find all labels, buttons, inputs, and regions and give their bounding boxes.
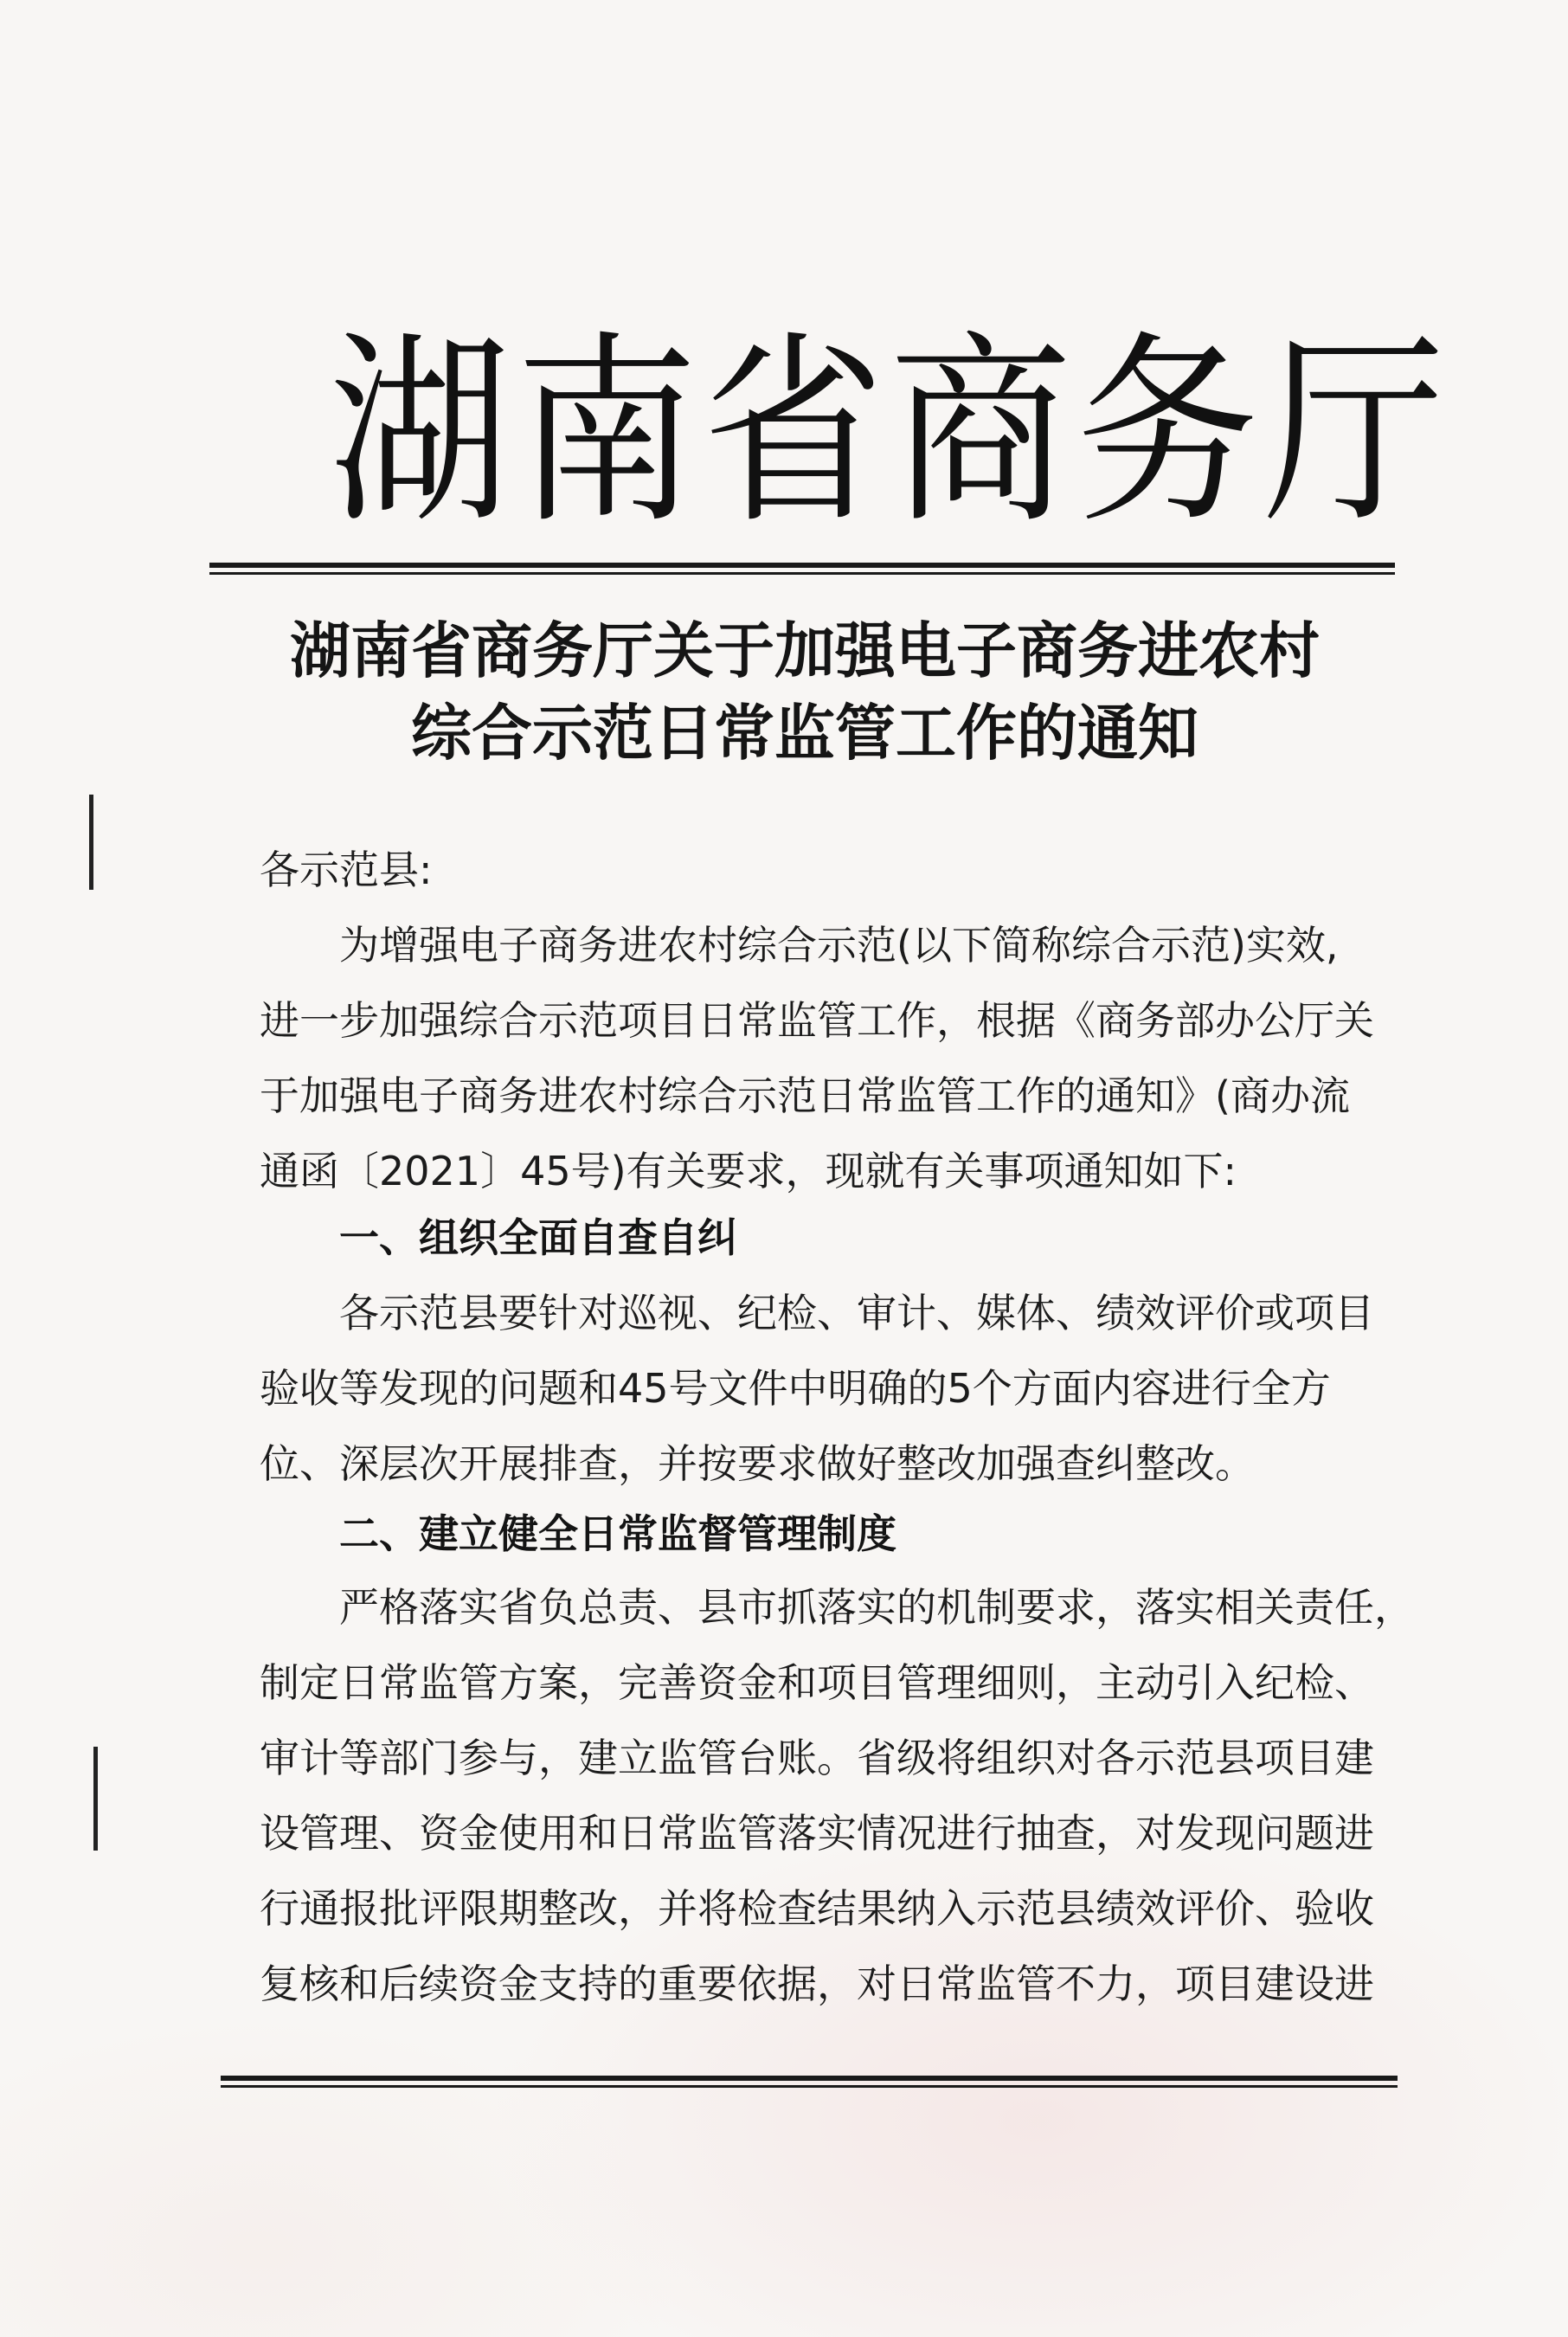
section-2-line-4: 设管理、资金使用和日常监管落实情况进行抽查，对发现问题进 [260,1810,1374,1857]
section-1-heading: 一、组织全面自查自纠 [339,1214,737,1261]
section-2-line-6: 复核和后续资金支持的重要依据，对日常监管不力，项目建设进 [260,1960,1374,2007]
footer-divider [221,2076,1398,2088]
section-1-line-1: 各示范县要针对巡视、纪检、审计、媒体、绩效评价或项目 [339,1290,1374,1336]
section-2-line-5: 行通报批评限期整改，并将检查结果纳入示范县绩效评价、验收 [260,1885,1374,1932]
section-2-line-1: 严格落实省负总责、县市抓落实的机制要求，落实相关责任， [339,1584,1414,1631]
intro-line-4: 通函〔2021〕45号)有关要求，现就有关事项通知如下: [260,1148,1237,1194]
intro-line-3: 于加强电子商务进农村综合示范日常监管工作的通知》(商办流 [260,1072,1350,1119]
section-1-line-2: 验收等发现的问题和45号文件中明确的5个方面内容进行全方 [260,1365,1331,1412]
binding-mark-bottom [93,1747,98,1851]
binding-mark-top [89,795,93,890]
salutation: 各示范县: [260,847,433,893]
section-2-line-3: 审计等部门参与，建立监管台账。省级将组织对各示范县项目建 [260,1735,1374,1781]
document-title-line-2: 综合示范日常监管工作的通知 [411,697,1198,769]
section-1-line-3: 位、深层次开展排查，并按要求做好整改加强查纠整改。 [260,1440,1255,1487]
header-divider [209,563,1395,575]
document-title-line-1: 湖南省商务厅关于加强电子商务进农村 [290,615,1320,686]
section-2-line-2: 制定日常监管方案，完善资金和项目管理细则，主动引入纪检、 [260,1659,1374,1706]
agency-name-header: 湖南省商务厅 [329,313,1451,551]
intro-line-1: 为增强电子商务进农村综合示范(以下简称综合示范)实效, [339,922,1339,969]
section-2-heading: 二、建立健全日常监督管理制度 [339,1510,896,1557]
intro-line-2: 进一步加强综合示范项目日常监管工作，根据《商务部办公厅关 [260,997,1374,1044]
